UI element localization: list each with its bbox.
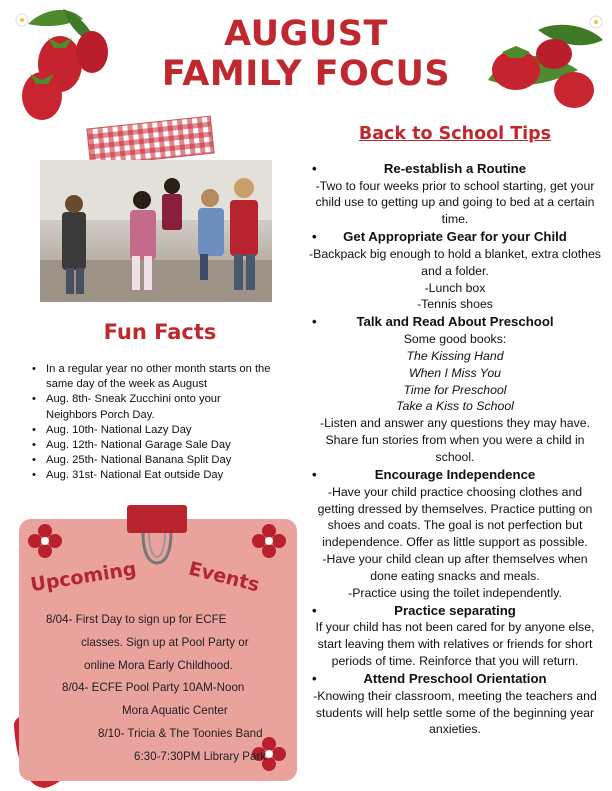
tip-text: -Listen and answer any questions they may have. Share fun stories from when you were a child in school. bbox=[319, 416, 590, 465]
tip-text: If your child has not been cared for by anyone else, start leaving them with relatives or friends for short periods of time. Reinforce that you will return. bbox=[315, 620, 595, 669]
tip-heading: • Talk and Read About Preschool bbox=[312, 314, 554, 330]
event-line: online Mora Early Childhood. bbox=[84, 659, 233, 672]
strawberry-cluster-top-left bbox=[8, 4, 118, 124]
bullet: • bbox=[312, 314, 317, 330]
list-item: • In a regular year no other month starts on the same day of the week as August bbox=[24, 362, 274, 392]
event-line: Mora Aquatic Center bbox=[122, 704, 228, 717]
tip-heading: • Practice separating bbox=[312, 602, 516, 618]
list-item: • Aug. 12th- National Garage Sale Day bbox=[24, 438, 274, 453]
tip-text: -Have your child clean up after themselves when done eating snacks and meals. bbox=[322, 552, 588, 584]
event-line: 6:30-7:30PM Library Park bbox=[134, 750, 267, 763]
tip-heading: • Get Appropriate Gear for your Child bbox=[312, 229, 567, 245]
children-walking-photo bbox=[40, 160, 272, 302]
list-item: • Aug. 31st- National Eat outside Day bbox=[24, 468, 274, 483]
book-title: Take a Kiss to School bbox=[396, 399, 514, 414]
tip-text: Some good books: bbox=[403, 331, 507, 346]
tip-heading: • Re-establish a Routine bbox=[312, 161, 527, 176]
flower-icon bbox=[28, 524, 62, 558]
events-heading: Events bbox=[186, 557, 262, 597]
event-line: 8/10- Tricia & The Toonies Band bbox=[98, 727, 263, 740]
book-title: Time for Preschool bbox=[403, 382, 507, 397]
tip-text: -Tennis shoes bbox=[417, 297, 493, 312]
book-title: The Kissing Hand bbox=[406, 348, 504, 363]
tip-text: -Backpack big enough to hold a blanket, extra clothes and a folder. bbox=[309, 246, 601, 278]
tip-text: -Knowing their classroom, meeting the teachers and students will help settle some of the beginning year anxieties. bbox=[313, 688, 597, 737]
book-title: When I Miss You bbox=[408, 365, 502, 380]
tip-text: -Practice using the toilet independently. bbox=[348, 586, 562, 601]
list-item: • Aug. 25th- National Banana Split Day bbox=[24, 453, 274, 468]
tip-heading: • Attend Preschool Orientation bbox=[312, 671, 547, 687]
bullet: • bbox=[312, 161, 317, 176]
tips-column bbox=[308, 160, 602, 738]
list-item: • Aug. 10th- National Lazy Day bbox=[24, 423, 274, 438]
event-line: 8/04- ECFE Pool Party 10AM-Noon bbox=[62, 681, 245, 694]
upcoming-heading: Upcoming bbox=[28, 557, 138, 597]
strawberry-cluster-top-right bbox=[478, 10, 608, 120]
tip-text: -Have your child practice choosing clothes and getting dressed by themselves. Practice putting on shoes and coats. The goal is not perfection but independence. Offer as little support as possible. bbox=[317, 484, 593, 550]
bullet: • bbox=[312, 467, 317, 483]
event-line: 8/04- First Day to sign up for ECFE bbox=[46, 613, 227, 626]
back-to-school-heading: Back to School Tips bbox=[358, 124, 552, 144]
newsletter-title bbox=[120, 14, 492, 94]
flower-icon bbox=[252, 524, 286, 558]
fun-facts-heading: Fun Facts bbox=[103, 320, 217, 344]
tip-text: -Two to four weeks prior to school starting, get your child use to getting up and going to bed at a certain time. bbox=[315, 178, 595, 227]
fun-facts-list bbox=[24, 362, 274, 484]
bullet: • bbox=[312, 602, 317, 618]
tip-text: -Lunch box bbox=[424, 280, 486, 295]
binder-clip-icon bbox=[127, 505, 187, 567]
bullet: • bbox=[312, 671, 317, 687]
bullet: • bbox=[312, 229, 317, 245]
tip-heading: • Encourage Independence bbox=[312, 467, 536, 483]
list-item: • Aug. 8th- Sneak Zucchini onto your Neighbors Porch Day. bbox=[24, 392, 274, 422]
event-line: classes. Sign up at Pool Party or bbox=[81, 636, 249, 649]
title-line-2: FAMILY FOCUS bbox=[161, 54, 451, 94]
title-line-1: AUGUST bbox=[224, 14, 388, 54]
